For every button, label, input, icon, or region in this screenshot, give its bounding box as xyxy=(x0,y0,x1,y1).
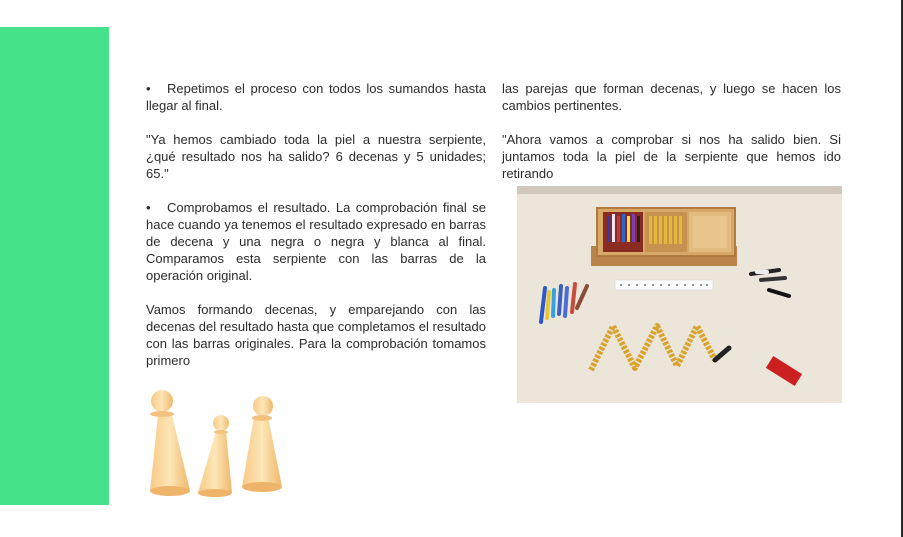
wooden-pawns-illustration xyxy=(140,385,290,500)
paragraph-forming-tens: Vamos formando decenas, y emparejando con las decenas del resultado hasta que completamos el resultado con las barras originales. Para la comprobación tomamos primero xyxy=(146,302,486,368)
bullet-icon: • xyxy=(146,81,151,96)
paragraph-text: Repetimos el proceso con todos los sumandos hasta llegar al final. xyxy=(146,81,486,113)
left-text-column xyxy=(146,80,486,386)
paragraph-check-result xyxy=(146,199,486,284)
montessori-beads-photo xyxy=(517,186,842,403)
wooden-box xyxy=(591,208,737,266)
right-text-column xyxy=(502,80,841,199)
paragraph-quote-result: "Ya hemos cambiado toda la piel a nuestra serpiente, ¿qué resultado nos ha salido? 6 decenas y 5 unidades; 65." xyxy=(146,132,486,181)
paragraph-repeat-process xyxy=(146,80,486,114)
paragraph-pairs: las parejas que forman decenas, y luego se hacen los cambios pertinentes. xyxy=(502,81,841,113)
bullet-icon: • xyxy=(146,200,151,215)
paragraph-quote-check: "Ahora vamos a comprobar si nos ha salido bien. Si juntamos toda la piel de la serpiente que hemos ido retirando xyxy=(502,132,841,181)
paragraph-text: Comprobamos el resultado. La comprobación final se hace cuando ya tenemos el resultado expresado en barras de decena y una negra o negra y blanca al final. Comparamos esta serpiente con las barras de la operación original. xyxy=(146,200,486,283)
large-pawn-icon xyxy=(150,390,190,496)
medium-pawn-icon xyxy=(242,396,282,492)
small-pawn-icon xyxy=(198,415,232,497)
green-side-band xyxy=(0,27,109,505)
